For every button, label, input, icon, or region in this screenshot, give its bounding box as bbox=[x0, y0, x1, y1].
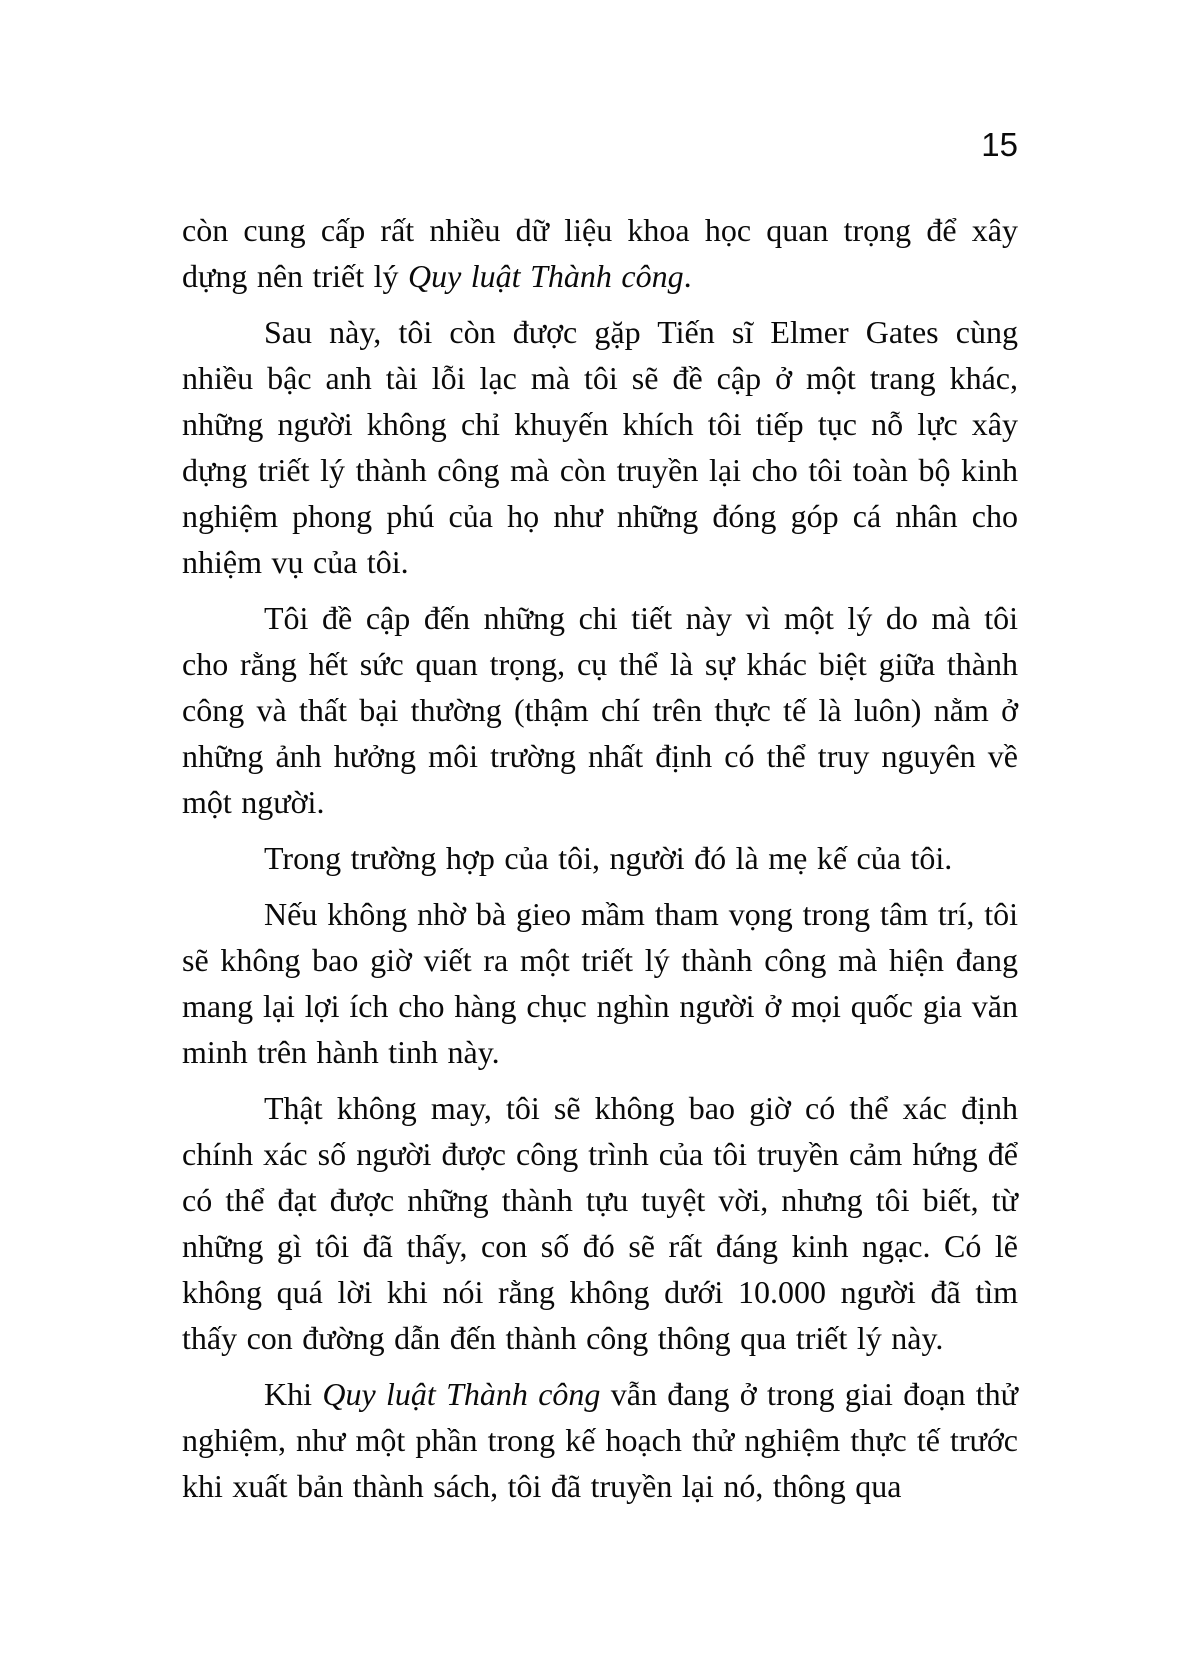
text-run: Khi bbox=[264, 1376, 323, 1412]
text-run: Trong trường hợp của tôi, người đó là mẹ kế của tôi. bbox=[264, 840, 953, 876]
text-run: vẫn đang ở trong giai đoạn thử nghiệm, như một phần trong kế hoạch thử nghiệm thực tế trước khi xuất bản thành sách, tôi đã truyền lại nó, thông qua bbox=[182, 1376, 1018, 1504]
paragraph bbox=[182, 309, 1018, 585]
italic-run: Quy luật Thành công bbox=[407, 258, 684, 294]
paragraph bbox=[182, 891, 1018, 1075]
text-run: . bbox=[683, 258, 692, 294]
paragraph bbox=[182, 835, 1018, 881]
text-run: Thật không may, tôi sẽ không bao giờ có thể xác định chính xác số người được công trình của tôi truyền cảm hứng để có thể đạt được những thành tựu tuyệt vời, nhưng tôi biết, từ những gì tôi đã thấy, con số đó sẽ rất đáng kinh ngạc. Có lẽ không quá lời khi nói rằng không dưới 10.000 người đã tìm thấy con đường dẫn đến thành công thông qua triết lý này. bbox=[182, 1090, 1018, 1356]
paragraph bbox=[182, 1371, 1018, 1509]
paragraph bbox=[182, 207, 1018, 299]
text-run: còn cung cấp rất nhiều dữ liệu khoa học quan trọng để xây dựng nên triết lý bbox=[182, 212, 1018, 294]
text-run: Nếu không nhờ bà gieo mầm tham vọng trong tâm trí, tôi sẽ không bao giờ viết ra một triết lý thành công mà hiện đang mang lại lợi ích cho hàng chục nghìn người ở mọi quốc gia văn minh trên hành tinh này. bbox=[182, 896, 1018, 1070]
paragraph bbox=[182, 1085, 1018, 1361]
text-column bbox=[182, 207, 1018, 1519]
text-run: Tôi đề cập đến những chi tiết này vì một lý do mà tôi cho rằng hết sức quan trọng, cụ thể là sự khác biệt giữa thành công và thất bại thường (thậm chí trên thực tế là luôn) nằm ở những ảnh hưởng môi trường nhất định có thể truy nguyên về một người. bbox=[182, 600, 1018, 820]
italic-run: Quy luật Thành công bbox=[322, 1376, 601, 1412]
paragraph bbox=[182, 595, 1018, 825]
text-run: Sau này, tôi còn được gặp Tiến sĩ Elmer Gates cùng nhiều bậc anh tài lỗi lạc mà tôi sẽ đề cập ở một trang khác, những người không chỉ khuyến khích tôi tiếp tục nỗ lực xây dựng triết lý thành công mà còn truyền lại cho tôi toàn bộ kinh nghiệm phong phú của họ như những đóng góp cá nhân cho nhiệm vụ của tôi. bbox=[182, 314, 1018, 580]
page-number: 15 bbox=[981, 126, 1018, 163]
